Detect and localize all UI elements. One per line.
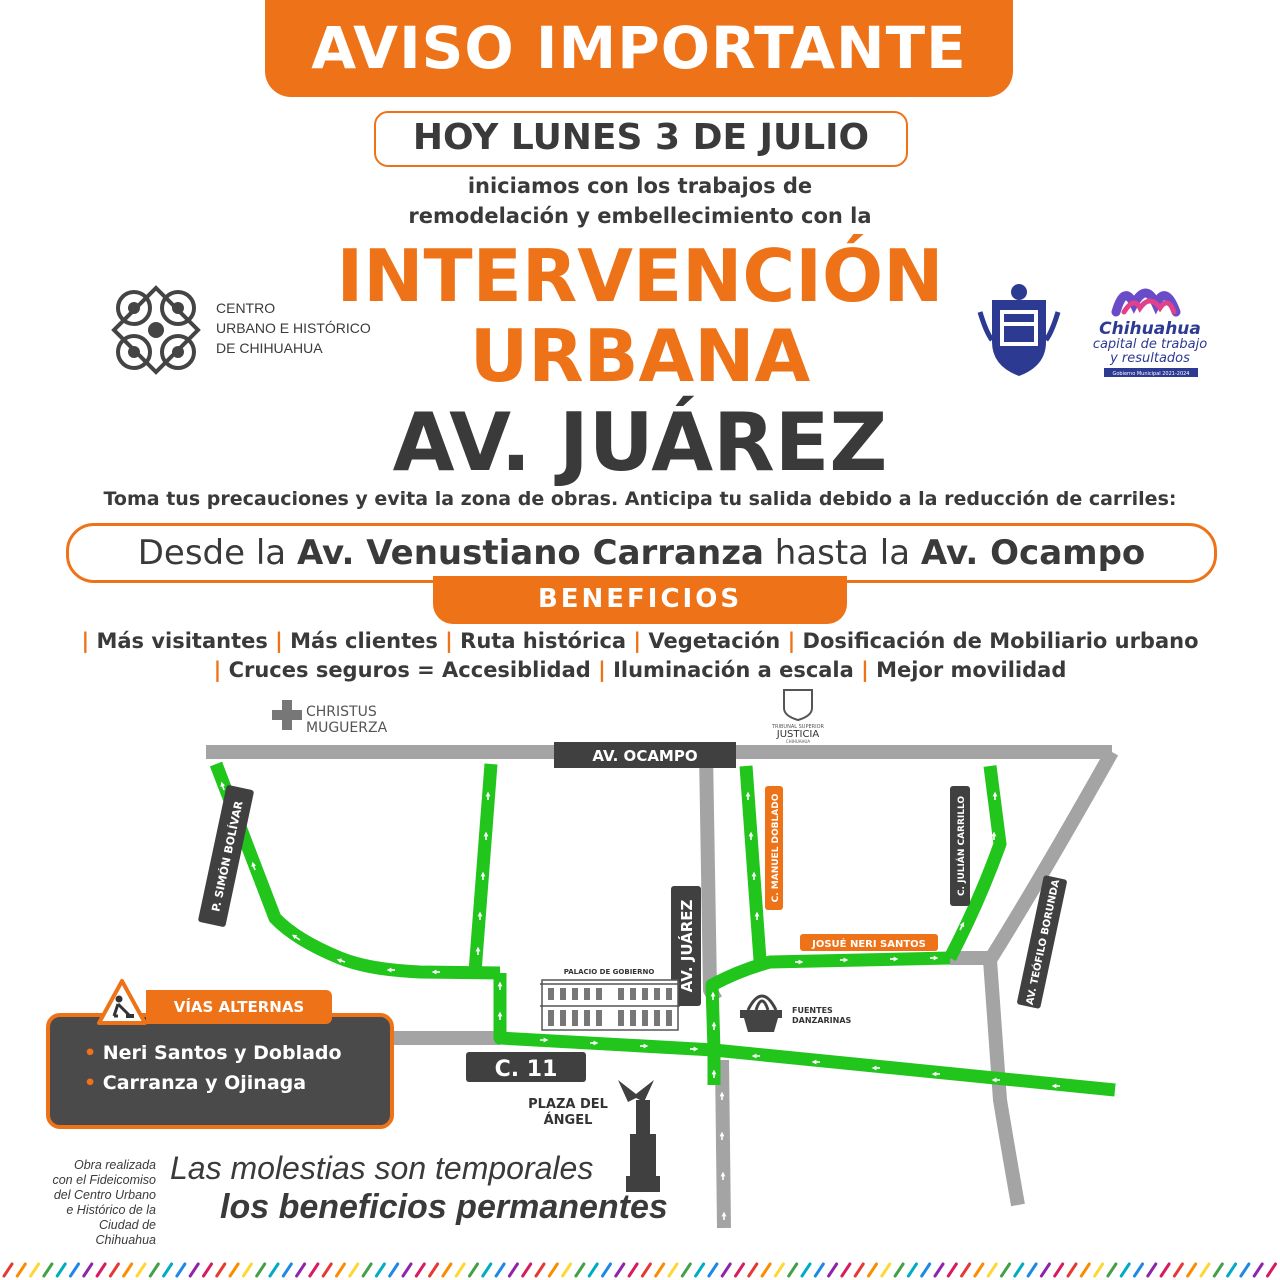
rainbow-dash [204, 1264, 212, 1276]
rainbow-dash [350, 1264, 358, 1276]
street-ocampo: AV. OCAMPO [592, 747, 698, 765]
benefit-item: Cruces seguros = Accesiblidad [228, 658, 591, 682]
credit-line-1: Obra realizada [74, 1158, 156, 1172]
rainbow-dash [1015, 1264, 1023, 1276]
rainbow-dash [789, 1264, 797, 1276]
route-bolivar [216, 764, 500, 973]
rainbow-dash [217, 1264, 225, 1276]
rainbow-dash [509, 1264, 517, 1276]
rainbow-dash [71, 1264, 79, 1276]
city-sub: Gobierno Municipal 2021-2024 [1112, 371, 1190, 377]
rainbow-dash [682, 1264, 690, 1276]
rainbow-dash [762, 1264, 770, 1276]
rainbow-dash [57, 1264, 65, 1276]
christus-logo [272, 700, 388, 736]
rainbow-dash [310, 1264, 318, 1276]
credit-line-5: Ciudad de Chihuahua [95, 1218, 156, 1247]
coat-of-arms-icon [976, 282, 1062, 380]
rainbow-dash [988, 1264, 996, 1276]
rainbow-dash [31, 1264, 39, 1276]
benefit-item: Ruta histórica [460, 629, 627, 653]
tribunal-line-1: TRIBUNAL SUPERIOR [772, 724, 824, 730]
rainbow-dash [855, 1264, 863, 1276]
rainbow-dash [1214, 1264, 1222, 1276]
road-juarez-south [722, 1060, 724, 1228]
rainbow-dash [44, 1264, 52, 1276]
fuentes-line-1: FUENTES [792, 1006, 833, 1015]
rainbow-dash [430, 1264, 438, 1276]
route-east [714, 1050, 1115, 1090]
intro-line-2: remodelación y embellecimiento con la [408, 204, 872, 228]
rainbow-dash [4, 1264, 12, 1276]
rainbow-dash [1201, 1264, 1209, 1276]
rainbow-dash [17, 1264, 25, 1276]
rainbow-dash [390, 1264, 398, 1276]
legend-box [46, 1013, 394, 1129]
rainbow-dash [297, 1264, 305, 1276]
street-juarez: AV. JUÁREZ [678, 899, 696, 993]
road-juarez-north [706, 752, 716, 1000]
headline-urbana: URBANA [469, 314, 811, 398]
route-pre: Desde la [137, 533, 297, 573]
street-borunda: AV. TEÓFILO BORUNDA [1024, 878, 1063, 1006]
benefit-item: Más clientes [290, 629, 438, 653]
benefits-line-2: | Cruces seguros = Accesiblidad | Iluminación a escala | Mejor movilidad [213, 658, 1067, 682]
rainbow-dash [829, 1264, 837, 1276]
legend-item-label: Neri Santos y Doblado [102, 1042, 342, 1064]
rainbow-dash [922, 1264, 930, 1276]
rainbow-dash [164, 1264, 172, 1276]
plaza-line-2: ÁNGEL [543, 1113, 593, 1128]
benefit-item: Más visitantes [96, 629, 268, 653]
rainbow-dash [962, 1264, 970, 1276]
rainbow-dash [642, 1264, 650, 1276]
rainbow-dash [1068, 1264, 1076, 1276]
rainbow-dash [709, 1264, 717, 1276]
rainbow-dash [576, 1264, 584, 1276]
fountain-icon [740, 996, 782, 1032]
benefit-item: Dosificación de Mobiliario urbano [802, 629, 1199, 653]
rainbow-dash [563, 1264, 571, 1276]
rainbow-dash [1055, 1264, 1063, 1276]
rainbow-dash [1081, 1264, 1089, 1276]
benefit-item: Vegetación [648, 629, 781, 653]
street-bolivar: P. SIMÓN BOLÍVAR [209, 799, 246, 913]
route-mid: hasta la [763, 533, 921, 573]
rainbow-dash [1161, 1264, 1169, 1276]
palacio-building [540, 968, 680, 1030]
rainbow-dash [908, 1264, 916, 1276]
rainbow-dash [137, 1264, 145, 1276]
intro-line-1: iniciamos con los trabajos de [467, 174, 813, 198]
rainbow-dash [1135, 1264, 1143, 1276]
rainbow-dash [177, 1264, 185, 1276]
christus-line-1: CHRISTUS [306, 704, 377, 720]
angel-monument-icon [618, 1080, 660, 1192]
construction-warning-icon [96, 978, 148, 1026]
rainbow-dash [775, 1264, 783, 1276]
rainbow-dash [84, 1264, 92, 1276]
rainbow-dash [1095, 1264, 1103, 1276]
legend-item: • Neri Santos y Doblado [84, 1042, 342, 1064]
rainbow-dash [736, 1264, 744, 1276]
palacio-label: PALACIO DE GOBIERNO [563, 968, 655, 976]
rainbow-dash [470, 1264, 478, 1276]
rainbow-dash [483, 1264, 491, 1276]
headline-intervencion: INTERVENCIÓN [336, 234, 944, 318]
benefit-item: Mejor movilidad [876, 658, 1067, 682]
route-from: Av. Venustiano Carranza [296, 533, 764, 573]
rainbow-dash [323, 1264, 331, 1276]
rainbow-dash [802, 1264, 810, 1276]
rainbow-dash [1254, 1264, 1262, 1276]
rainbow-dash [696, 1264, 704, 1276]
rainbow-dash [1108, 1264, 1116, 1276]
plaza-line-1: PLAZA DEL [528, 1097, 608, 1112]
slogan-line-2: los beneficios permanentes [220, 1188, 668, 1226]
rainbow-dash [616, 1264, 624, 1276]
cross-icon [272, 700, 302, 730]
rainbow-dash [629, 1264, 637, 1276]
shield-icon [784, 690, 812, 720]
rainbow-dash [603, 1264, 611, 1276]
rainbow-dash [1188, 1264, 1196, 1276]
rainbow-dash [376, 1264, 384, 1276]
rainbow-dash [150, 1264, 158, 1276]
route-neri [712, 958, 950, 1050]
benefit-item: Iluminación a escala [613, 658, 854, 682]
tribunal-logo [771, 690, 825, 744]
rainbow-dash [416, 1264, 424, 1276]
street-carrillo: C. JULIÁN CARRILLO [957, 795, 967, 897]
rainbow-dash [97, 1264, 105, 1276]
rainbow-dash [496, 1264, 504, 1276]
centro-logo-line-3: DE CHIHUAHUA [216, 340, 323, 356]
rainbow-dash [456, 1264, 464, 1276]
centro-logo-line-2: URBANO E HISTÓRICO [216, 320, 371, 336]
rainbow-dash [230, 1264, 238, 1276]
rainbow-dash [749, 1264, 757, 1276]
christus-line-2: MUGUERZA [306, 720, 388, 736]
warning-text: Toma tus precauciones y evita la zona de obras. Anticipa tu salida debido a la reducción de carriles: [103, 488, 1177, 510]
credit-line-4: e Histórico de la [66, 1203, 156, 1217]
rainbow-dash [1228, 1264, 1236, 1276]
rainbow-dash [948, 1264, 956, 1276]
centro-urbano-logo-icon [106, 280, 206, 380]
rainbow-dash [589, 1264, 597, 1276]
rainbow-dash [243, 1264, 251, 1276]
rainbow-dash [895, 1264, 903, 1276]
legend-title: VÍAS ALTERNAS [146, 990, 332, 1024]
rainbow-border [0, 1262, 1280, 1280]
rainbow-dash [842, 1264, 850, 1276]
credit-line-2: con el Fideicomiso [52, 1173, 156, 1187]
date-box: HOY LUNES 3 DE JULIO [374, 111, 908, 167]
tribunal-line-3: CHIHUAHUA [785, 739, 811, 744]
rainbow-dash [270, 1264, 278, 1276]
route-box [66, 523, 1217, 583]
rainbow-dash [1148, 1264, 1156, 1276]
rainbow-dash [815, 1264, 823, 1276]
street-doblado: C. MANUEL DOBLADO [771, 793, 781, 903]
rainbow-dash [1121, 1264, 1129, 1276]
rainbow-dash [1268, 1264, 1276, 1276]
rainbow-dash [523, 1264, 531, 1276]
rainbow-dash [124, 1264, 132, 1276]
rainbow-dash [110, 1264, 118, 1276]
rainbow-dash [443, 1264, 451, 1276]
rainbow-dash [669, 1264, 677, 1276]
centro-logo-line-1: CENTRO [216, 300, 276, 316]
fuentes-line-2: DANZARINAS [792, 1016, 852, 1025]
benefits-line-1: | Más visitantes | Más clientes | Ruta histórica | Vegetación | Dosificación de Mobiliario urbano [81, 629, 1199, 653]
rainbow-dash [1028, 1264, 1036, 1276]
rainbow-dash [869, 1264, 877, 1276]
legend-item-label: Carranza y Ojinaga [102, 1072, 307, 1094]
credit-line-3: del Centro Urbano [53, 1188, 156, 1202]
rainbow-dash [190, 1264, 198, 1276]
rainbow-dash [935, 1264, 943, 1276]
rainbow-dash [882, 1264, 890, 1276]
city-name: Chihuahua [1099, 319, 1201, 339]
street-c11: C. 11 [494, 1057, 558, 1082]
legend-item: • Carranza y Ojinaga [84, 1072, 307, 1094]
rainbow-dash [283, 1264, 291, 1276]
footer-credit [40, 1158, 156, 1248]
rainbow-dash [1041, 1264, 1049, 1276]
rainbow-dash [549, 1264, 557, 1276]
chihuahua-city-logo [1090, 282, 1220, 382]
rainbow-dash [1241, 1264, 1249, 1276]
tribunal-line-2: JUSTICIA [776, 729, 820, 740]
slogan-line-1: Las molestias son temporales [170, 1150, 594, 1186]
rainbow-dash [975, 1264, 983, 1276]
rainbow-dash [536, 1264, 544, 1276]
rainbow-dash [656, 1264, 664, 1276]
city-slogan-1: capital de trabajo [1092, 337, 1208, 352]
rainbow-dash [403, 1264, 411, 1276]
rainbow-dash [337, 1264, 345, 1276]
benefits-title: BENEFICIOS [433, 576, 847, 624]
headline-av-juarez: AV. JUÁREZ [392, 396, 888, 489]
rainbow-dash [257, 1264, 265, 1276]
rainbow-dash [1174, 1264, 1182, 1276]
rainbow-dash [1002, 1264, 1010, 1276]
title-banner: AVISO IMPORTANTE [265, 0, 1013, 97]
rainbow-dash [363, 1264, 371, 1276]
rainbow-dash [722, 1264, 730, 1276]
street-neri: JOSUÉ NERI SANTOS [812, 939, 926, 950]
city-slogan-2: y resultados [1110, 351, 1190, 366]
route-to: Av. Ocampo [920, 533, 1146, 573]
